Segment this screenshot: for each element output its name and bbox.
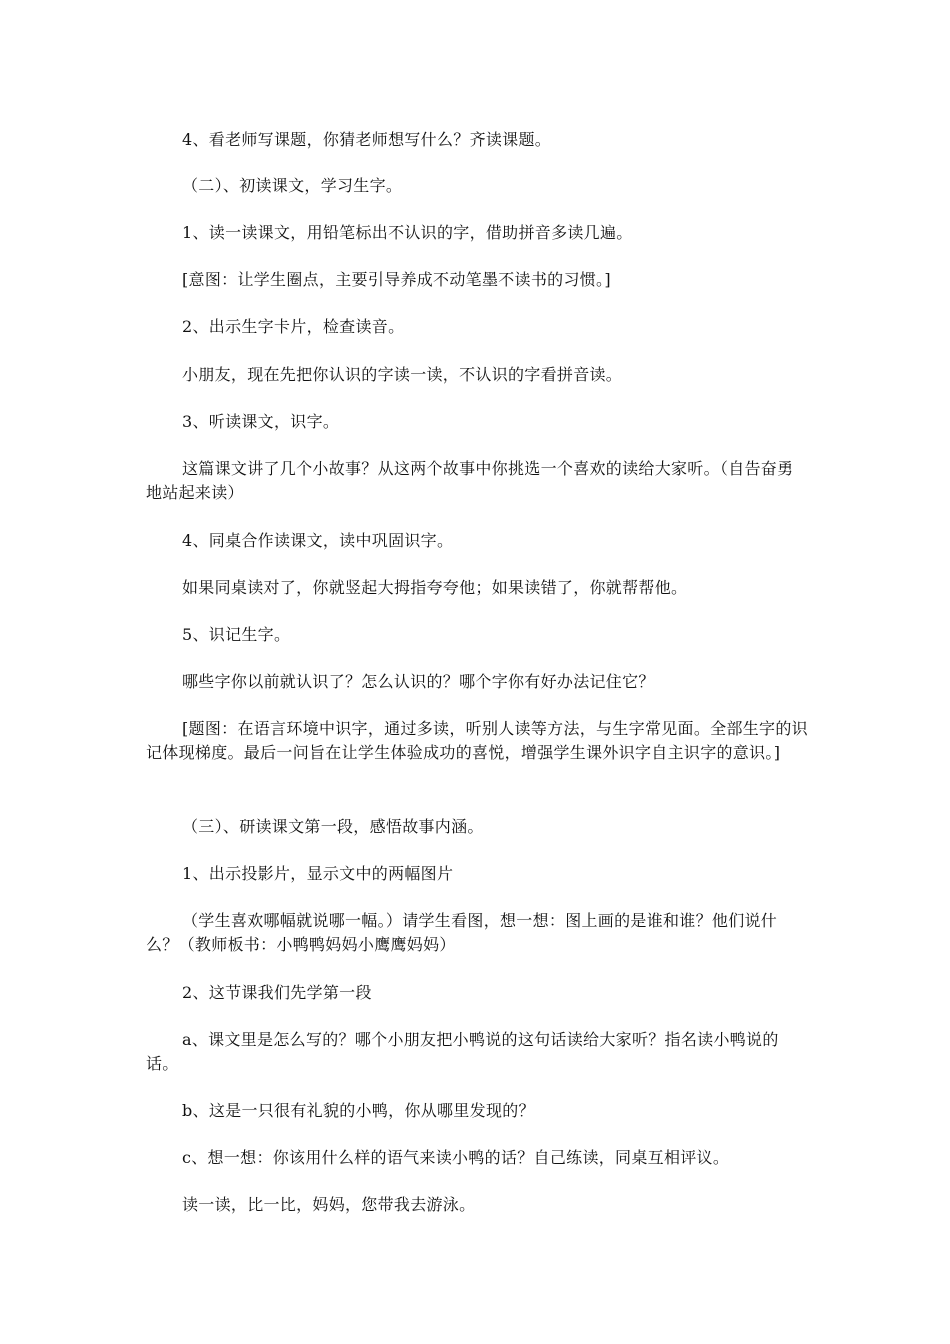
paragraph: 3、听读课文，识字。: [182, 412, 340, 431]
intent-note: [题图：在语言环境中识字，通过多读，听别人读等方法，与生字常见面。全部生字的识记体现梯度。最后一问旨在让学生体验成功的喜悦，增强学生课外识字自主识字的意识。]: [146, 719, 808, 762]
paragraph: 4、同桌合作读课文，读中巩固识字。: [182, 531, 454, 550]
paragraph: （学生喜欢哪幅就说哪一幅。）请学生看图，想一想：图上画的是谁和谁？他们说什么？（教师板书：小鸭鸭妈妈小鹰鹰妈妈）: [146, 911, 778, 954]
paragraph: 小朋友，现在先把你认识的字读一读，不认识的字看拼音读。: [182, 365, 623, 384]
section-heading: （二）、初读课文，学习生字。: [182, 176, 403, 195]
intent-note: [意图：让学生圈点，主要引导养成不动笔墨不读书的习惯。]: [182, 270, 611, 289]
paragraph: 读一读，比一比，妈妈，您带我去游泳。: [182, 1195, 476, 1214]
paragraph: c、想一想：你该用什么样的语气来读小鸭的话？自己练读，同桌互相评议。: [182, 1148, 730, 1167]
paragraph: b、这是一只很有礼貌的小鸭，你从哪里发现的？: [182, 1101, 535, 1120]
paragraph: 哪些字你以前就认识了？怎么认识的？哪个字你有好办法记住它？: [182, 672, 655, 691]
paragraph: a、课文里是怎么写的？哪个小朋友把小鸭说的这句话读给大家听？指名读小鸭说的话。: [146, 1030, 779, 1073]
paragraph: 如果同桌读对了，你就竖起大拇指夸夸他；如果读错了，你就帮帮他。: [182, 578, 688, 597]
paragraph: 2、出示生字卡片，检查读音。: [182, 317, 405, 336]
section-heading: （三）、研读课文第一段，感悟故事内涵。: [182, 817, 484, 836]
paragraph: 1、读一读课文，用铅笔标出不认识的字，借助拼音多读几遍。: [182, 223, 633, 242]
paragraph: 5、识记生字。: [182, 625, 291, 644]
paragraph: 2、这节课我们先学第一段: [182, 983, 372, 1002]
paragraph: 1、出示投影片，显示文中的两幅图片: [182, 864, 454, 883]
paragraph: 4、看老师写课题，你猜老师想写什么？齐读课题。: [182, 130, 552, 149]
paragraph: 这篇课文讲了几个小故事？从这两个故事中你挑选一个喜欢的读给大家听。（自告奋勇地站起来读）: [146, 459, 794, 502]
